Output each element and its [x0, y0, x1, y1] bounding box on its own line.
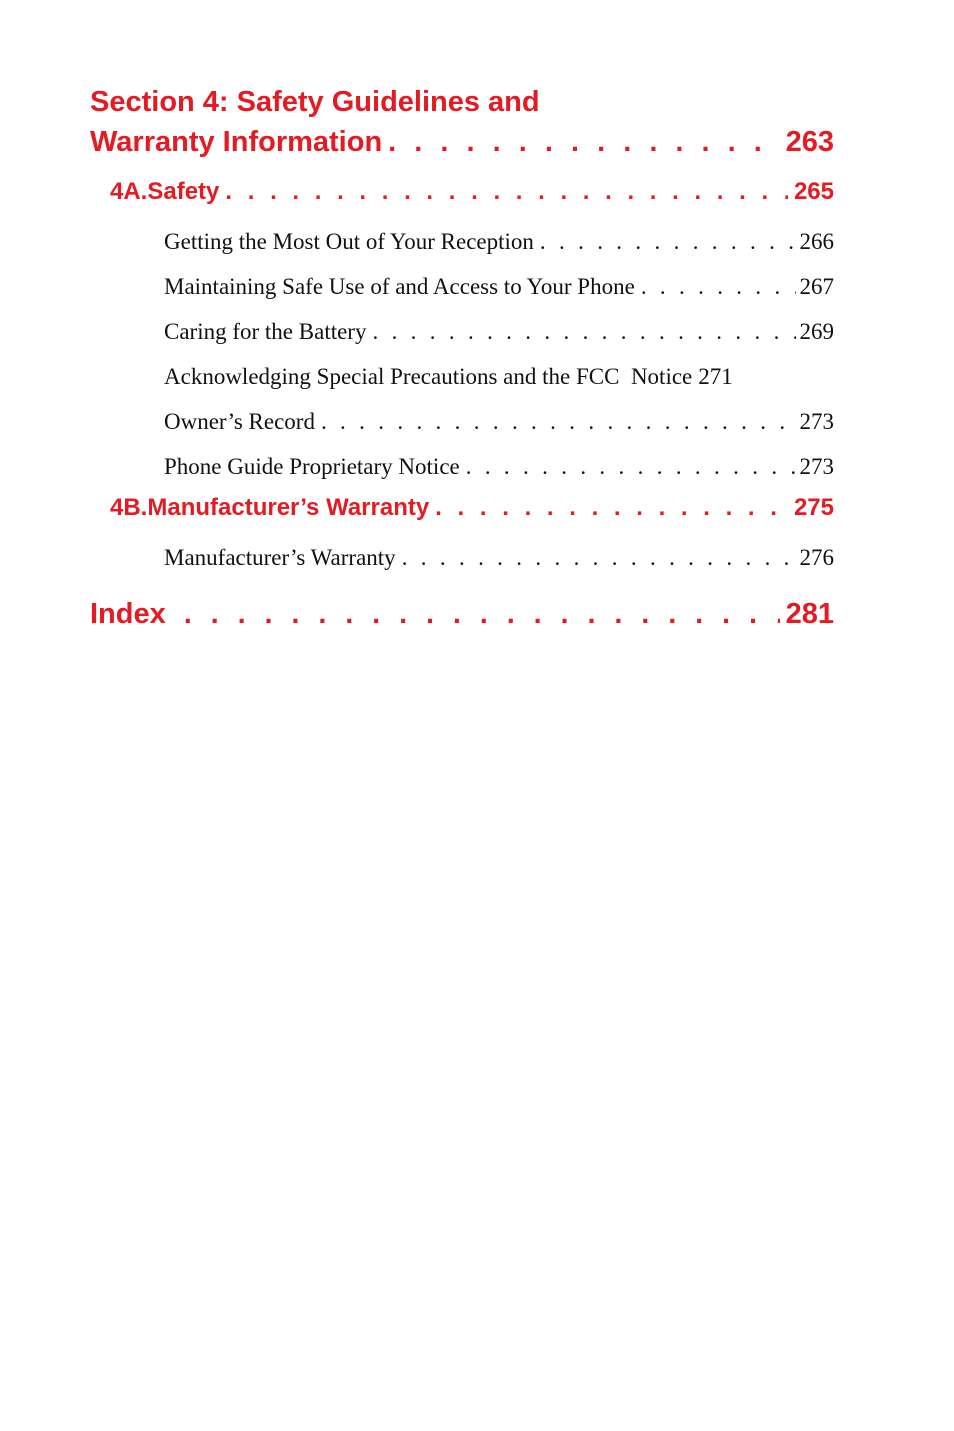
dot-leader: [388, 122, 779, 162]
toc-entry-page: 266: [799, 229, 834, 254]
chapter-4a-entry[interactable]: [110, 175, 834, 209]
index-entry[interactable]: [90, 594, 834, 634]
toc-entry-title: Owner’s Record: [164, 409, 315, 434]
toc-entry-title: Getting the Most Out of Your Reception: [164, 229, 534, 254]
toc-entry-title: Manufacturer’s Warranty: [164, 545, 396, 570]
dot-leader: [641, 264, 796, 309]
toc-entry[interactable]: [164, 399, 834, 444]
dot-leader: [372, 309, 795, 354]
toc-entry[interactable]: [164, 219, 834, 264]
dot-leader: [184, 594, 780, 634]
toc-entry[interactable]: [164, 444, 834, 489]
chapter-4a-page: 265: [793, 178, 834, 205]
toc-entry[interactable]: [164, 535, 834, 580]
section-4-title-line-1: Section 4: Safety Guidelines and: [90, 86, 540, 118]
toc-entry-page: 267: [799, 274, 834, 299]
toc-entry-page: 273: [799, 454, 834, 479]
section-4-entry[interactable]: [90, 122, 834, 162]
dot-leader: [466, 444, 796, 489]
dot-leader: [225, 175, 788, 209]
chapter-4b-entry[interactable]: [110, 491, 834, 525]
chapter-4b-page: 275: [793, 494, 834, 521]
toc-entry-page: 273: [799, 409, 834, 434]
toc-entry[interactable]: [164, 309, 834, 354]
dot-leader: [402, 535, 796, 580]
toc-entry-page: 271: [698, 364, 733, 389]
index-title: Index: [90, 598, 166, 630]
chapter-4a-title: Safety: [147, 178, 220, 205]
toc-entry-page: 276: [799, 545, 834, 570]
toc-entry-title: Caring for the Battery: [164, 319, 367, 344]
chapter-4a-number: 4A.: [110, 178, 148, 205]
index-page: 281: [785, 598, 834, 630]
chapter-4b-title: Manufacturer’s Warranty: [147, 494, 430, 521]
chapter-4b-number: 4B.: [110, 494, 148, 521]
toc-entry[interactable]: [164, 264, 834, 309]
toc-entry-title: Phone Guide Proprietary Notice: [164, 454, 460, 479]
toc-entry-page: 269: [799, 319, 834, 344]
toc-entry[interactable]: [164, 354, 834, 399]
dot-leader: [321, 399, 796, 444]
toc-entry-title: Maintaining Safe Use of and Access to Your Phone: [164, 274, 635, 299]
table-of-contents: [90, 82, 834, 634]
dot-leader: [435, 491, 788, 525]
toc-entry-title: Acknowledging Special Precautions and the FCC Notice: [164, 364, 693, 389]
section-4-title-line-2: Warranty Information: [90, 126, 383, 158]
dot-leader: [540, 219, 796, 264]
section-4-page: 263: [785, 126, 834, 158]
